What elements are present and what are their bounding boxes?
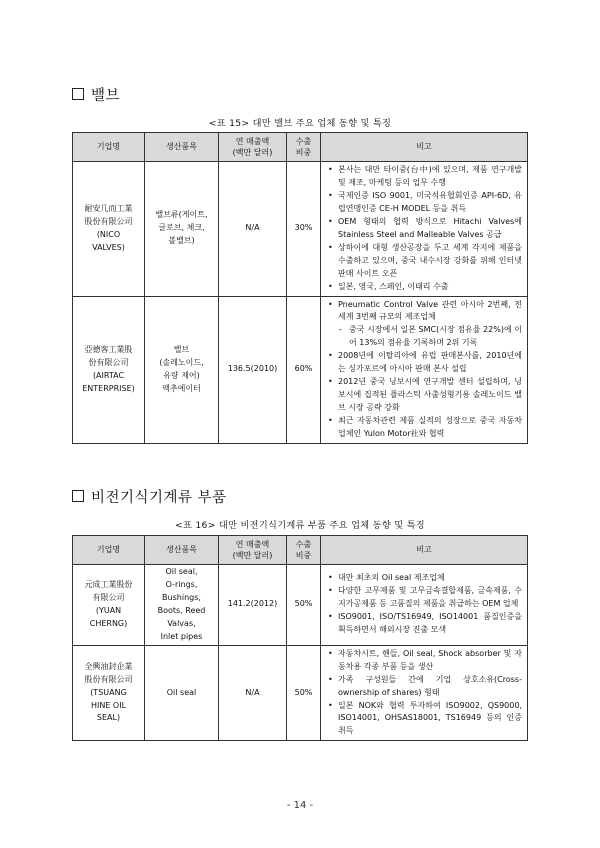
- remarks-cell: [321, 162, 528, 297]
- product-line: Valvas,: [167, 618, 196, 628]
- product-line: Boots, Reed: [157, 605, 206, 615]
- checkbox-square-icon: [72, 88, 84, 100]
- company-name-line: ENTERPRISE): [82, 383, 135, 393]
- export-share-cell: 30%: [287, 162, 321, 297]
- company-name-line: 有限公司: [92, 592, 125, 602]
- company-name-line: (NICO: [96, 229, 121, 239]
- products-cell: [145, 565, 219, 646]
- remark-item: • 상하이에 대형 생산공장을 두고 세계 각지에 제품을 수출하고 있으며, 중국 내수시장 강화를 위해 인터넷 판매 사이트 오픈: [325, 242, 522, 281]
- company-name-line: 元成工業股份: [84, 579, 133, 589]
- product-line: Bushings,: [162, 592, 201, 602]
- remark-item: • Pneumatic Control Valve 관련 아시아 2번째, 전 세계 3번째 규모의 제조업체: [325, 299, 522, 325]
- remark-item: • ISO9001, ISO/TS16949, ISO14001 품질인증을 획득하면서 해외시장 진출 모색: [325, 611, 522, 637]
- header-remarks: 비고: [321, 133, 528, 162]
- company-name-line: 耐安几而工業: [84, 203, 133, 213]
- product-line: Inlet pipes: [160, 631, 203, 641]
- remark-item: • 자동차시트, 핸들, Oil seal, Shock absorber 및 자동차용 각종 부품 등을 생산: [325, 648, 522, 674]
- table-caption-15: <표 15> 대만 밸브 주요 업체 동향 및 특징: [208, 118, 392, 129]
- company-name-line: 份有限公司: [88, 357, 129, 367]
- remarks-list: [325, 648, 522, 739]
- company-name-line: 股份有限公司: [84, 674, 133, 684]
- sales-cell: N/A: [219, 645, 287, 741]
- products-cell: [145, 162, 219, 297]
- company-name-line: SEAL): [96, 713, 121, 723]
- export-share-cell: 50%: [287, 645, 321, 741]
- products-cell: [145, 296, 219, 443]
- page-number: - 14 -: [286, 800, 314, 811]
- remarks-list: [325, 299, 522, 441]
- header-sales: 연 매출액 (백만 달러): [219, 536, 287, 565]
- export-share-cell: 50%: [287, 565, 321, 646]
- company-name-line: CHERNG): [89, 618, 128, 628]
- product-line: 볼밸브): [168, 236, 195, 246]
- remarks-cell: [321, 645, 528, 741]
- product-line: O-rings,: [165, 579, 198, 589]
- remark-item: • 대만 최초의 Oil seal 제조업체: [325, 572, 522, 585]
- remarks-list: [325, 572, 522, 637]
- product-line: 밸브: [173, 344, 190, 354]
- sales-cell: 136.5(2010): [219, 296, 287, 443]
- section-title-machinery-parts: 비전기식기계류 부품: [72, 486, 227, 507]
- product-line: 유량 제어): [163, 370, 200, 380]
- header-remarks: 비고: [321, 536, 528, 565]
- valve-companies-table: [72, 132, 528, 444]
- company-name-line: HINE OIL: [90, 700, 127, 710]
- header-products: 생산품목: [145, 536, 219, 565]
- company-cell: [73, 296, 145, 443]
- remark-item: • 2008년에 이탈리아에 유럽 판매본사를, 2010년에는 싱가포르에 아시아 판매 본사 설립: [325, 350, 522, 376]
- section-title-valves: 밸브: [72, 84, 120, 105]
- remark-item: • 다양한 고무제품 및 고무금속결합제품, 금속제품, 수지가공제품 등 고품질의 제품을 취급하는 OEM 업체: [325, 585, 522, 611]
- remark-item: • 일본, 영국, 스페인, 이태리 수출: [325, 281, 522, 294]
- company-name-line: (AIRTAC: [92, 370, 125, 380]
- company-cell: [73, 162, 145, 297]
- remark-item: • 국제인증 ISO 9001, 미국석유협회인증 API-6D, 유럽연맹인증 CE-H MODEL 등을 취득: [325, 190, 522, 216]
- company-cell: [73, 565, 145, 646]
- remark-sub-item: - 중국 시장에서 일본 SMC(시장 점유율 22%)에 이어 13%의 점유율 기록하며 2위 기록: [325, 324, 522, 350]
- remark-item: • 2012년 중국 닝보시에 연구개발 센터 설립하며, 닝보시에 집적된 플라스틱 사출성형기용 솔레노이드 밸브 시장 공략 강화: [325, 376, 522, 415]
- product-line: 밸브류(게이트,: [155, 210, 208, 220]
- company-name-line: 亞德客工業股: [84, 344, 133, 354]
- remarks-list: [325, 164, 522, 294]
- table-row: [73, 162, 528, 297]
- header-products: 생산품목: [145, 133, 219, 162]
- header-export: 수출 비중: [287, 536, 321, 565]
- table-header-row: [73, 133, 528, 162]
- company-cell: [73, 645, 145, 741]
- table-row: [73, 565, 528, 646]
- table-row: [73, 296, 528, 443]
- table-caption-16: <표 16> 대만 비전기식기계류 부품 주요 업체 동향 및 특징: [175, 520, 425, 531]
- company-name-line: 股份有限公司: [84, 216, 133, 226]
- product-line: Oil seal,: [165, 567, 198, 576]
- remark-item: • 가족 구성원들 간에 기업 상호소유(Cross-ownership of shares) 형태: [325, 674, 522, 700]
- header-sales: 연 매출액 (백만 달러): [219, 133, 287, 162]
- table-row: [73, 645, 528, 741]
- products-cell: [145, 645, 219, 741]
- header-company: 기업명: [73, 133, 145, 162]
- sales-cell: 141.2(2012): [219, 565, 287, 646]
- company-name-line: VALVES): [92, 242, 125, 252]
- export-share-cell: 60%: [287, 296, 321, 443]
- product-line: Oil seal: [166, 687, 197, 697]
- remark-item: • 본사는 대만 타이중(台中)에 있으며, 제품 연구개발 및 제조, 마케팅 등의 업무 수행: [325, 164, 522, 190]
- sales-cell: N/A: [219, 162, 287, 297]
- product-line: 글로브, 체크,: [158, 223, 205, 233]
- product-line: (솔레노이드,: [159, 357, 204, 367]
- header-export: 수출 비중: [287, 133, 321, 162]
- remarks-cell: [321, 565, 528, 646]
- remark-item: • 일본 NOK와 협력 투자하여 ISO9002, QS9000, ISO14001, OHSAS18001, TS16949 등의 인증 취득: [325, 700, 522, 739]
- company-name-line: (TSUANG: [90, 687, 127, 697]
- company-name-line: 全興油封企業: [84, 661, 133, 671]
- company-name-line: (YUAN: [95, 605, 122, 615]
- table-header-row: [73, 536, 528, 565]
- machinery-parts-companies-table: [72, 535, 528, 741]
- checkbox-square-icon: [72, 490, 84, 502]
- remarks-cell: [321, 296, 528, 443]
- remark-item: • 최근 자동차관련 제품 실적의 성장으로 중국 자동차업체인 Yulon Motor社와 협력: [325, 415, 522, 441]
- remark-item: • OEM 형태의 협력 방식으로 Hitachi Valves에 Stainless Steel and Malleable Valves 공급: [325, 216, 522, 242]
- product-line: 액추에이터: [162, 383, 201, 393]
- header-company: 기업명: [73, 536, 145, 565]
